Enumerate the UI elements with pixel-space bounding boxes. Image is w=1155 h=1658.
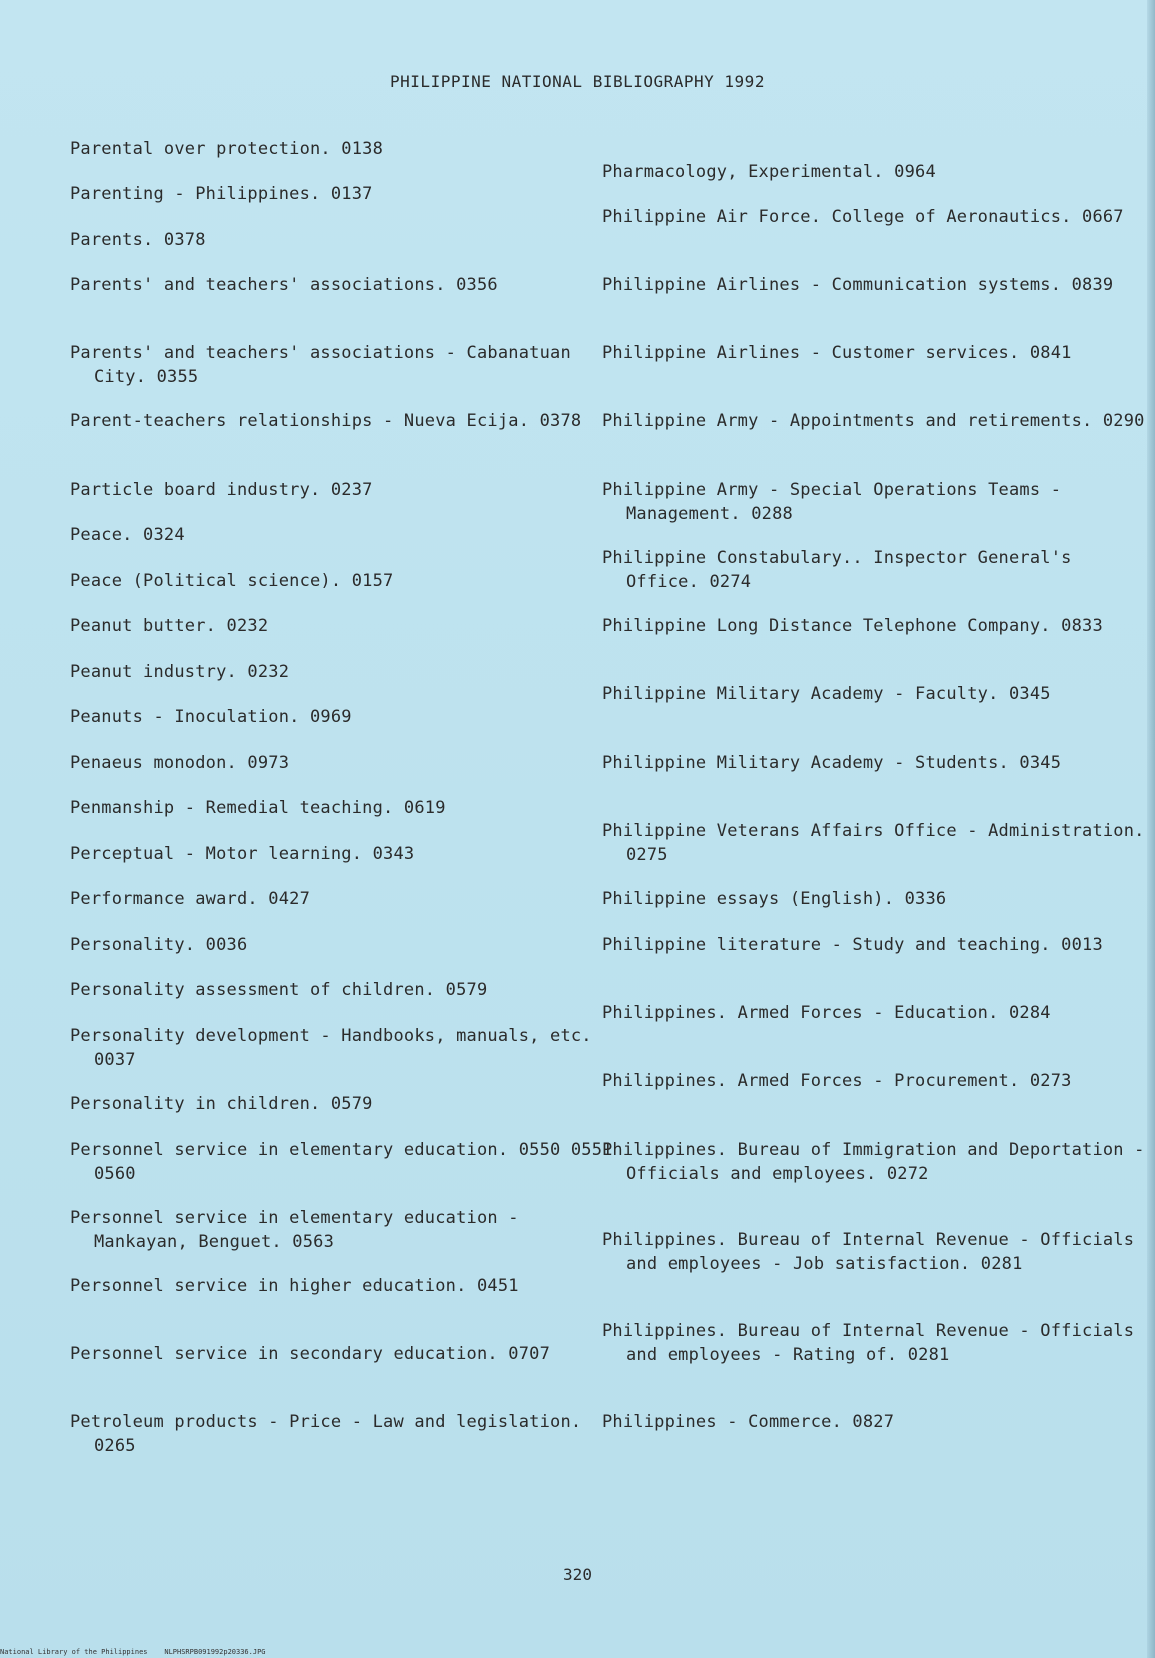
index-entry: Philippine Military Academy - Students. 0345	[602, 753, 1062, 773]
index-entry: Parenting - Philippines. 0137	[70, 184, 373, 204]
index-entry: Personality in children. 0579	[70, 1094, 373, 1114]
index-entry: Particle board industry. 0237	[70, 480, 373, 500]
index-entry: Pharmacology, Experimental. 0964	[602, 162, 936, 182]
index-entry: Philippines - Commerce. 0827	[602, 1412, 895, 1432]
scan-credit: National Library of the Philippines NLPHSRPB091992p20336.JPG	[0, 1648, 266, 1656]
index-entry: Philippine Military Academy - Faculty. 0345	[602, 684, 1051, 704]
index-entry: Philippines. Armed Forces - Procurement. 0273	[602, 1071, 1072, 1091]
index-entry: Peanut industry. 0232	[70, 662, 290, 682]
index-entry: Perceptual - Motor learning. 0343	[70, 844, 415, 864]
index-entry: Personality development - Handbooks, manuals, etc. 0037	[70, 1026, 592, 1070]
index-entry: Philippine essays (English). 0336	[602, 889, 947, 909]
index-entry: Parents' and teachers' associations. 0356	[70, 275, 498, 295]
index-entry: Penaeus monodon. 0973	[70, 753, 290, 773]
index-entry: Personality assessment of children. 0579	[70, 980, 488, 1000]
index-entry: Philippine Army - Appointments and retirements. 0290	[602, 411, 1145, 431]
index-entry: Personnel service in higher education. 0451	[70, 1276, 519, 1296]
index-entry: Philippine Army - Special Operations Teams - Management. 0288	[602, 480, 1062, 524]
index-entry: Philippines. Bureau of Internal Revenue - Officials and employees - Job satisfaction. 0281	[602, 1230, 1135, 1274]
index-entry: Philippine Airlines - Customer services. 0841	[602, 343, 1072, 363]
index-entry: Personnel service in secondary education. 0707	[70, 1344, 551, 1364]
index-entry: Penmanship - Remedial teaching. 0619	[70, 798, 446, 818]
index-entry: Peace. 0324	[70, 525, 185, 545]
index-entry: Parents. 0378	[70, 230, 206, 250]
index-entry: Philippine Constabulary.. Inspector General's Office. 0274	[602, 548, 1072, 592]
index-entry: Peanuts - Inoculation. 0969	[70, 707, 352, 727]
index-entry: Philippine Air Force. College of Aeronautics. 0667	[602, 207, 1124, 227]
index-entry: Petroleum products - Price - Law and legislation. 0265	[70, 1412, 582, 1456]
index-entry: Peace (Political science). 0157	[70, 571, 394, 591]
index-entry: Peanut butter. 0232	[70, 616, 269, 636]
index-entry: Parent-teachers relationships - Nueva Ecija. 0378	[70, 411, 582, 431]
index-entry: Philippine Airlines - Communication systems. 0839	[602, 275, 1114, 295]
page-number: 320	[563, 1565, 592, 1584]
index-entry: Philippines. Armed Forces - Education. 0284	[602, 1003, 1051, 1023]
index-entry: Performance award. 0427	[70, 889, 311, 909]
index-entry: Personality. 0036	[70, 935, 248, 955]
page-edge-shadow	[1147, 0, 1155, 1658]
index-entry: Parents' and teachers' associations - Cabanatuan City. 0355	[70, 343, 571, 387]
index-entry: Philippines. Bureau of Internal Revenue - Officials and employees - Rating of. 0281	[602, 1321, 1135, 1365]
index-entry: Parental over protection. 0138	[70, 139, 384, 159]
index-entry: Philippine literature - Study and teaching. 0013	[602, 935, 1103, 955]
index-entry: Personnel service in elementary education. 0550 0551 0560	[70, 1140, 613, 1184]
index-entry: Philippine Veterans Affairs Office - Administration. 0275	[602, 821, 1145, 865]
index-entry: Philippines. Bureau of Immigration and Deportation - Officials and employees. 0272	[602, 1140, 1145, 1184]
index-entry: Philippine Long Distance Telephone Company. 0833	[602, 616, 1103, 636]
index-entry: Personnel service in elementary education - Mankayan, Benguet. 0563	[70, 1208, 519, 1252]
page-title: PHILIPPINE NATIONAL BIBLIOGRAPHY 1992	[390, 72, 765, 91]
